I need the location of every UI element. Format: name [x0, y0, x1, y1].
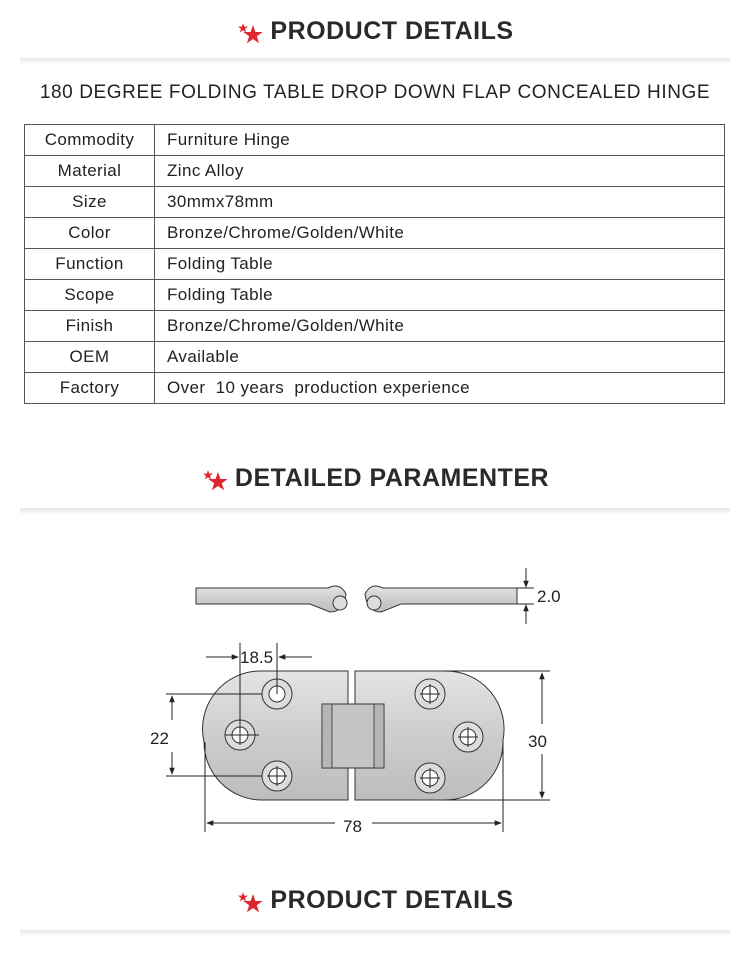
bottom-section-header [0, 886, 750, 915]
spec-key: Size [25, 187, 155, 218]
spec-value: Bronze/Chrome/Golden/White [155, 311, 725, 342]
product-subtitle: 180 DEGREE FOLDING TABLE DROP DOWN FLAP CONCEALED HINGE [39, 82, 711, 103]
spec-key: OEM [25, 342, 155, 373]
section-title: DETAILED PARAMENTER [234, 464, 550, 492]
hole-height-label: 22 [150, 729, 169, 748]
spec-value: Over 10 years production experience [155, 373, 725, 404]
spec-value: Folding Table [155, 249, 725, 280]
thickness-label: 2.0 [537, 587, 561, 606]
spec-value: Furniture Hinge [155, 125, 725, 156]
spec-value: Folding Table [155, 280, 725, 311]
spec-value: Available [155, 342, 725, 373]
stars-icon [236, 889, 264, 913]
spec-key: Commodity [25, 125, 155, 156]
spec-key: Material [25, 156, 155, 187]
section-divider [20, 930, 730, 937]
spec-key: Function [25, 249, 155, 280]
spec-value: Bronze/Chrome/Golden/White [155, 218, 725, 249]
section-title: PRODUCT DETAILS [270, 886, 514, 914]
spec-key: Color [25, 218, 155, 249]
spec-value: 30mmx78mm [155, 187, 725, 218]
spec-key: Scope [25, 280, 155, 311]
width-label: 30 [528, 732, 547, 751]
spec-key: Finish [25, 311, 155, 342]
hole-spacing-label: 18.5 [240, 648, 274, 667]
hinge-side-view [196, 568, 534, 624]
spec-key: Factory [25, 373, 155, 404]
spec-value: Zinc Alloy [155, 156, 725, 187]
length-label: 78 [343, 817, 362, 836]
section-title: PRODUCT DETAILS [270, 17, 514, 45]
